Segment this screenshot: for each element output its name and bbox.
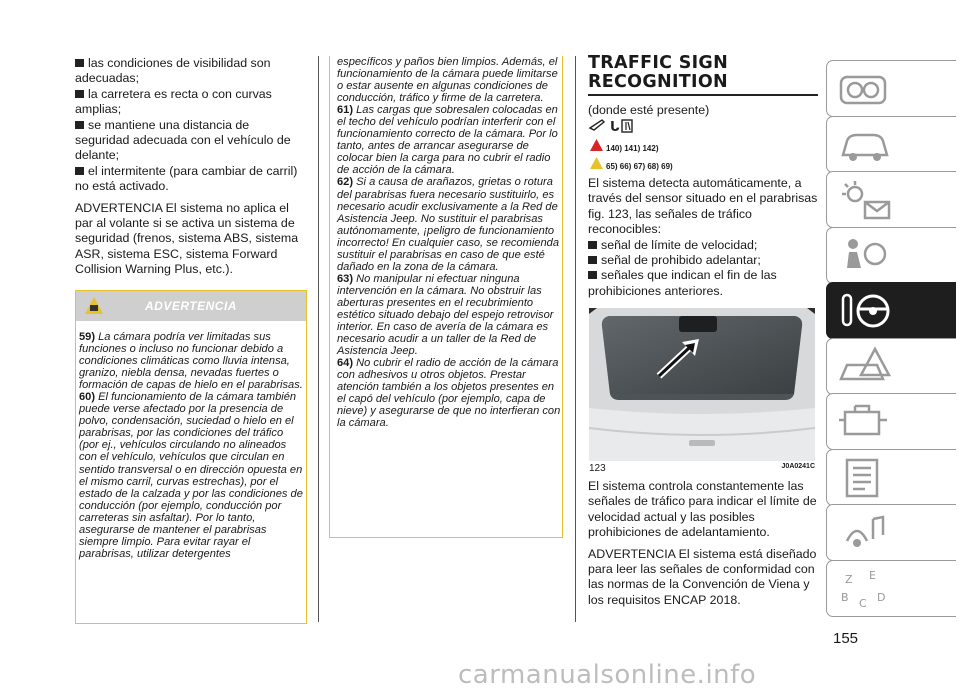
item-text: El funcionamiento de la cámara también puede verse afectado por la presencia de polvo, condensación, suciedad o hielo en el parabrisas, por las condiciones del tráfico (por ej., vehículos circulando no alineados con el vehículo, vehículos que circulan en sentido transversal o en dirección opuesta en el mismo carril, curvas estrechas), por el estado de la calzada y por las condiciones de conducción (por ejemplo, conducción por carreteras sin asfaltar). Por lo tanto, asegurarse de mantener el parabrisas siempre limpio. Para evitar rayar el parabrisas, utilizar detergentes [79, 391, 303, 560]
item-text: Las cargas que sobresalen colocadas en el techo del vehículo podrían interferir con el funcionamiento correcto de la cámara. Por lo tanto, antes de arrancar asegurarse de colocar bien la carga para no cubrir el radio de acción de la cámara. [337, 104, 558, 177]
list-item: se mantiene una distancia de seguridad adecuada con el vehículo de delante; [75, 118, 307, 164]
column-divider [318, 56, 319, 622]
page-number: 155 [833, 630, 859, 647]
item-text: No cubrir el radio de acción de la cámara con adhesivos u otros objetos. Prestar atención también a los objetos presentes en el capó del vehículo (por ejemplo, capa de nieve) y asegurarse de que no interfieran con la cámara. [337, 357, 561, 430]
figure-windshield-camera [589, 308, 815, 461]
svg-text:E: E [869, 569, 876, 582]
column-divider [575, 56, 576, 622]
intro-text: El sistema detecta automáticamente, a través del sensor situado en el parabrisas fig. 123, las señales de tráfico reconocibles: [588, 176, 818, 237]
warning-box-continued [329, 56, 563, 538]
item-text: Si a causa de arañazos, grietas o rotura del parabrisas fuera necesario sustituirlo, es necesario acudir exclusivamente a la Red de Asistencia Jeep. No sustituir el parabrisas autónomamente, ¡peligro de funcionamiento incorrecto! En cualquier caso, se recomienda sustituir el parabrisas en caso de que esté dañado en la zona de la cámara. [337, 176, 559, 273]
engine-icon [837, 400, 897, 444]
watermark: carmanualsonline.info [458, 660, 757, 690]
sun-mail-icon [837, 178, 897, 222]
dashboard-icon [837, 67, 897, 111]
item-number: 64) [337, 357, 354, 370]
chapter-tab-safety[interactable] [826, 227, 956, 284]
paragraph-advertencia: ADVERTENCIA El sistema no aplica el par al volante si se activa un sistema de seguridad (frenos, sistema ABS, sistema ASR, sistema ESC, sistema Forward Collision Warning Plus, etc.). [75, 200, 299, 277]
chapter-tab-index[interactable] [826, 560, 956, 617]
paragraph: ADVERTENCIA El sistema está diseñado para leer las señales de conformidad con las normas de la Convención de Viena y los requisitos ENCAP 2018. [588, 546, 817, 607]
item-number: 62) [337, 176, 354, 189]
svg-text:B: B [841, 591, 849, 604]
chapter-tab-driving[interactable] [826, 282, 956, 339]
warning-box [75, 290, 307, 624]
item-text: La cámara podría ver limitadas sus funciones o incluso no funcionar debido a condiciones climáticas como lluvia intensa, granizo, niebla densa, nevadas fuertes o formación de capas de hielo en el parabrisas. [79, 331, 303, 392]
title-rule [588, 94, 818, 96]
warning-text-continued [337, 56, 561, 429]
warning-header [76, 291, 306, 321]
section-body [588, 176, 818, 299]
windshield-illustration [589, 308, 815, 461]
svg-text:C: C [859, 597, 867, 610]
figure-caption [589, 463, 815, 474]
multimedia-icon [837, 511, 897, 555]
emergency-icon [837, 345, 897, 389]
lead-text: específicos y paños bien limpios. Además, el funcionamiento de la cámara puede limitarse o estar ausente en algunas condiciones de conducción, tráfico y firme de la carretera. [337, 56, 558, 105]
alphabet-index-icon [837, 567, 897, 611]
svg-text:ᒐ: ᒐ [610, 120, 620, 135]
list-item: las condiciones de visibilidad son adecuadas; [75, 56, 307, 87]
item-number: 63) [337, 272, 354, 285]
column-1 [75, 56, 307, 284]
warning-title: ADVERTENCIA [145, 299, 237, 313]
figure-number: 123 [589, 463, 606, 474]
key-steering-icon [837, 289, 897, 333]
danger-icon [590, 139, 603, 151]
svg-text:D: D [877, 591, 886, 604]
warning-small-icon [590, 157, 603, 169]
list-item: la carretera es recta o con curvas amplias; [75, 87, 307, 118]
reference-list: 65) 66) 67) 68) 69) [606, 162, 673, 171]
chapter-tab-lights[interactable] [826, 116, 956, 173]
list-item: señal de límite de velocidad; [588, 238, 818, 253]
svg-text:Z: Z [845, 573, 853, 586]
chapter-tab-multimedia[interactable] [826, 504, 956, 561]
chapter-tab-specs[interactable] [826, 449, 956, 506]
section-body-2 [588, 479, 818, 614]
subtitle: (donde esté presente) [588, 103, 710, 117]
item-number: 60) [79, 391, 96, 404]
warning-text [79, 331, 304, 560]
section-title: TRAFFIC SIGN RECOGNITION [588, 53, 729, 92]
chapter-tab-maintenance[interactable] [826, 393, 956, 450]
chapter-tab-emergency[interactable] [826, 338, 956, 395]
chapter-tab-climate[interactable] [826, 171, 956, 228]
item-number: 61) [337, 104, 354, 117]
airbag-icon [837, 234, 897, 278]
item-text: No manipular ni efectuar ninguna intervención en la cámara. No obstruir las aberturas presentes en el recubrimiento estético situado debajo del espejo retrovisor interior. En caso de avería de la cámara es necesario acudir a un taller de la Red de Asistencia Jeep. [337, 272, 554, 358]
item-number: 59) [79, 331, 96, 343]
list-item: señal de prohibido adelantar; [588, 253, 818, 268]
list-item: el intermitente (para cambiar de carril) no está activado. [75, 164, 307, 195]
figure-code: J0A0241C [781, 463, 815, 470]
tsr-camera-icon [588, 116, 648, 136]
car-icon [837, 123, 897, 167]
paragraph: El sistema controla constantemente las señales de tráfico para indicar el límite de velocidad actual y las posibles prohibiciones de adelantamiento. [588, 479, 817, 540]
document-icon [837, 456, 897, 500]
chapter-tab-instruments[interactable] [826, 60, 956, 117]
reference-list: 140) 141) 142) [606, 144, 659, 153]
list-item: señales que indican el fin de las prohibiciones anteriores. [588, 268, 818, 299]
